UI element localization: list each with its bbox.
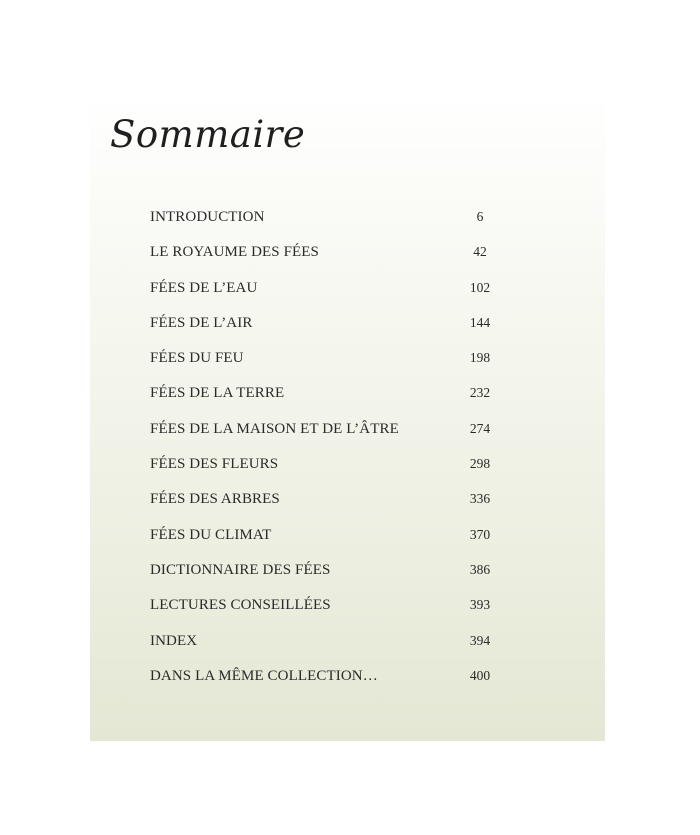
toc-entry-page: 232 <box>469 385 491 401</box>
toc-entry-page: 102 <box>469 279 491 295</box>
toc-entry-page: 198 <box>469 350 491 366</box>
toc-entry-page: 370 <box>469 526 491 542</box>
table-of-contents <box>150 203 495 697</box>
toc-entry-page: 386 <box>469 561 491 577</box>
toc-entry-page: 393 <box>469 597 491 613</box>
toc-entry-label: LECTURES CONSEILLÉES <box>150 597 331 614</box>
toc-entry-label: FÉES DE L’AIR <box>150 314 253 331</box>
toc-entry-page: 400 <box>469 667 491 683</box>
toc-entry-label: DICTIONNAIRE DES FÉES <box>150 561 331 578</box>
toc-entry <box>150 485 495 520</box>
toc-entry <box>150 662 495 697</box>
toc-entry-page: 6 <box>476 209 484 224</box>
toc-entry <box>150 627 495 662</box>
toc-entry-page: 336 <box>469 491 491 507</box>
toc-entry-label: INDEX <box>150 632 198 649</box>
toc-entry <box>150 450 495 485</box>
toc-entry-label: FÉES DE L’EAU <box>150 279 258 296</box>
toc-entry-label: FÉES DE LA MAISON ET DE L’ÂTRE <box>150 420 399 437</box>
toc-entry <box>150 238 495 273</box>
toc-entry-label: FÉES DU CLIMAT <box>150 526 272 543</box>
toc-entry <box>150 521 495 556</box>
toc-entry <box>150 415 495 450</box>
toc-entry-page: 394 <box>469 632 491 648</box>
toc-entry-page: 298 <box>469 456 491 472</box>
toc-entry-page: 274 <box>469 420 491 436</box>
toc-entry <box>150 379 495 414</box>
book-page <box>90 91 605 741</box>
toc-entry-label: FÉES DU FEU <box>150 350 244 367</box>
toc-entry-page: 42 <box>473 244 487 260</box>
toc-entry <box>150 591 495 626</box>
toc-entry-label: FÉES DES ARBRES <box>150 491 280 508</box>
toc-entry-page: 144 <box>469 314 491 330</box>
toc-entry-label: FÉES DES FLEURS <box>150 456 279 473</box>
toc-entry <box>150 556 495 591</box>
toc-entry-label: INTRODUCTION <box>150 209 265 225</box>
toc-entry <box>150 344 495 379</box>
page-title: Sommaire <box>110 113 306 156</box>
toc-entry-label: LE ROYAUME DES FÉES <box>150 244 319 261</box>
toc-entry-label: FÉES DE LA TERRE <box>150 385 285 402</box>
toc-entry <box>150 309 495 344</box>
toc-entry <box>150 274 495 309</box>
toc-entry <box>150 203 495 238</box>
toc-entry-label: DANS LA MÊME COLLECTION… <box>150 667 378 684</box>
